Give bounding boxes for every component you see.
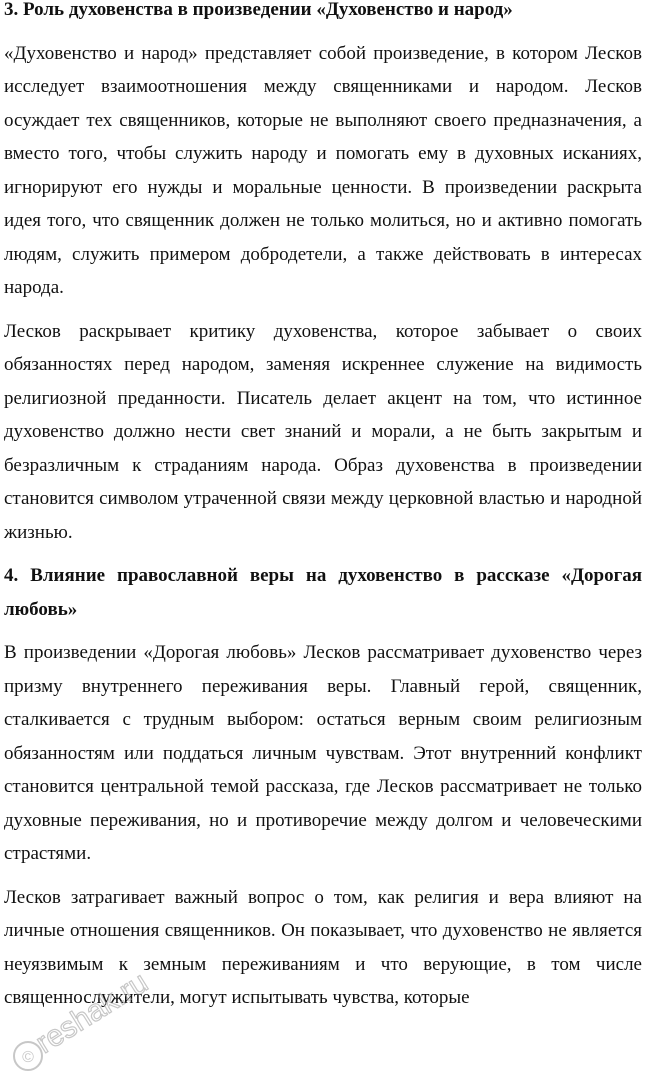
svg-text:©: © <box>22 1049 34 1066</box>
section-3-paragraph-1: «Духовенство и народ» представляет собой произведение, в котором Лесков исследует взаимоотношения между священниками и народом. Лесков осуждает тех священников, которые не выполняют своего предназначения, а вместо того, чтобы служить народу и помогать ему в духовных исканиях, игнорируют его нужды и моральные ценности. В произведении раскрыта идея того, что священник должен не только молиться, но и активно помогать людям, служить примером добродетели, а также действовать в интересах народа. <box>4 42 642 298</box>
document-page <box>4 0 642 1025</box>
watermark-text: reshak.ru <box>30 965 154 1060</box>
section-4-paragraph-1: В произведении «Дорогая любовь» Лесков рассматривает духовенство через призму внутреннего переживания веры. Главный герой, священник, сталкивается с трудным выбором: остаться верным своим религиозным обязанностям или поддаться личным чувствам. Этот внутренний конфликт становится центральной темой рассказа, где Лесков рассматривает не только духовные переживания, но и противоречие между долгом и человеческими страстями. <box>4 642 642 864</box>
section-3-paragraph-2: Лесков раскрывает критику духовенства, которое забывает о своих обязанностях перед народом, заменяя искреннее служение на видимость религиозной преданности. Писатель делает акцент на том, что истинное духовенство должно нести свет знаний и морали, а не быть закрытым и безразличным к страданиям народа. Образ духовенства в произведении становится символом утраченной связи между церковной властью и народной жизнью. <box>4 320 642 543</box>
section-3-heading: 3. Роль духовенства в произведении «Духовенство и народ» <box>4 0 513 20</box>
section-4-heading: 4. Влияние православной веры на духовенство в рассказе «Дорогая любовь» <box>4 565 642 620</box>
section-4-paragraph-2: Лесков затрагивает важный вопрос о том, как религия и вера влияют на личные отношения священников. Он показывает, что духовенство не является неуязвимым к земным переживаниям и что верующие, в том числе священнослужители, могут испытывать чувства, которые <box>4 886 642 1008</box>
